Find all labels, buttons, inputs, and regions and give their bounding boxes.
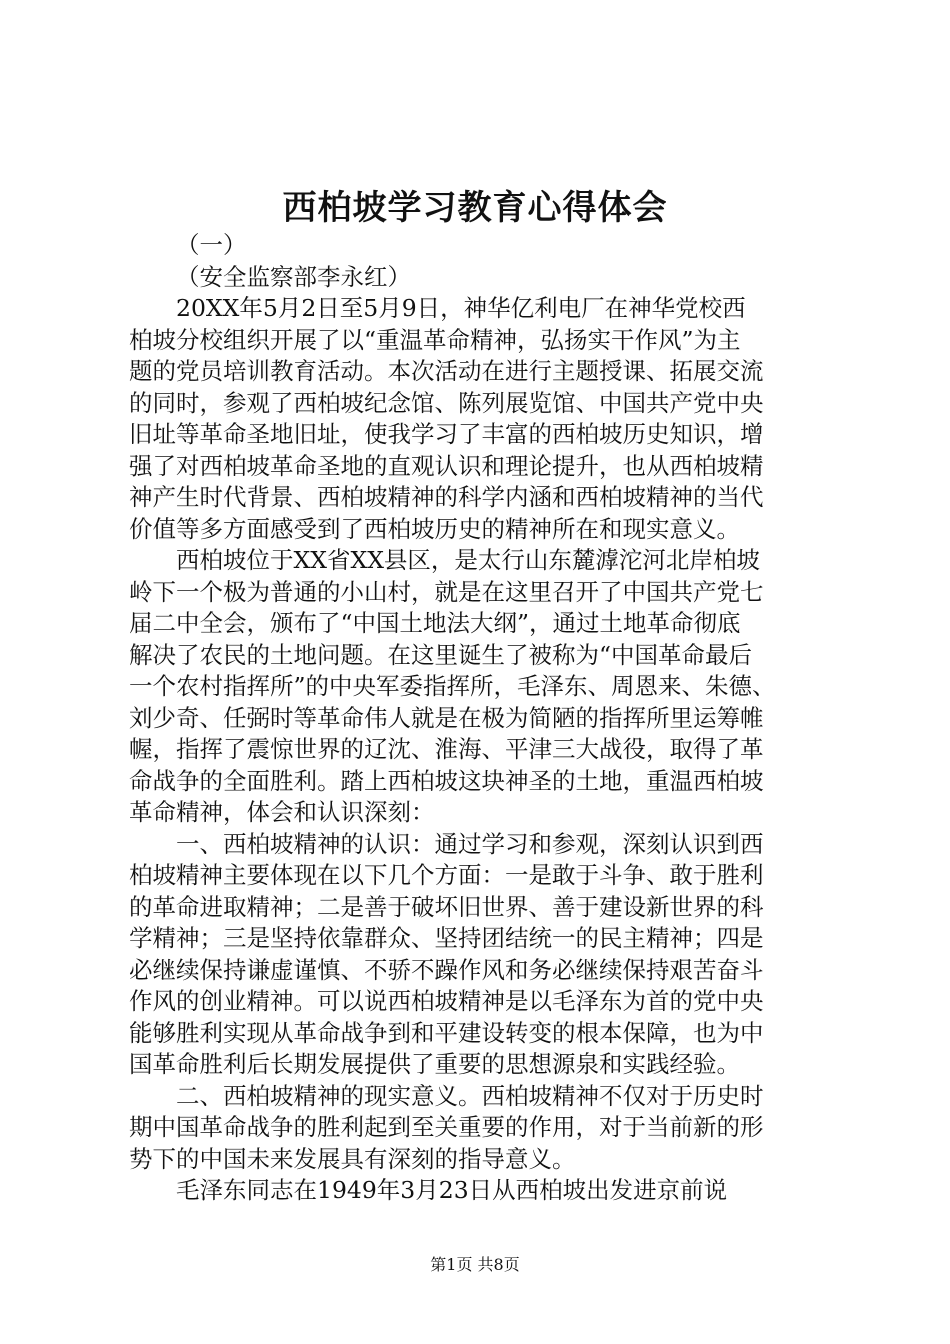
text-line: 能够胜利实现从革命战争到和平建设转变的根本保障，也为中 [129, 1018, 764, 1047]
text-line: 一、西柏坡精神的认识：通过学习和参观，深刻认识到西 [176, 829, 764, 858]
text-line: 一个农村指挥所”的中央军委指挥所，毛泽东、周恩来、朱德、 [129, 672, 776, 700]
text-line: 的革命进取精神；二是善于破坏旧世界、善于建设新世界的科 [129, 892, 764, 921]
document-body [129, 230, 829, 1207]
text-line: 柏坡分校组织开展了以“重温革命精神，弘扬实干作风”为主 [129, 325, 741, 354]
text-line: 命战争的全面胜利。踏上西柏坡这块神圣的土地，重温西柏坡 [129, 766, 764, 795]
text-line: 价值等多方面感受到了西柏坡历史的精神所在和现实意义。 [129, 514, 740, 543]
text-line: 届二中全会，颁布了“中国土地法大纲”，通过土地革命彻底 [129, 609, 741, 637]
text-line: 题的党员培训教育活动。本次活动在进行主题授课、拓展交流 [129, 357, 764, 385]
document-title: 西柏坡学习教育心得体会 [282, 188, 668, 228]
text-line: 20XX年5月2日至5月9日，神华亿利电厂在神华党校西 [176, 294, 746, 322]
text-line: 神产生时代背景、西柏坡精神的科学内涵和西柏坡精神的当代 [129, 483, 764, 511]
text-line: 幄，指挥了震惊世界的辽沈、淮海、平津三大战役，取得了革 [129, 735, 764, 763]
text-line: （安全监察部李永红） [176, 262, 411, 291]
text-line: 刘少奇、任弼时等革命伟人就是在极为简陋的指挥所里运筹帷 [129, 703, 764, 732]
text-line: 毛泽东同志在1949年3月23日从西柏坡出发进京前说 [176, 1176, 728, 1204]
text-line: 的同时，参观了西柏坡纪念馆、陈列展览馆、中国共产党中央 [129, 388, 764, 417]
text-line: 旧址等革命圣地旧址，使我学习了丰富的西柏坡历史知识，增 [129, 420, 764, 448]
text-line: 柏坡精神主要体现在以下几个方面：一是敢于斗争、敢于胜利 [129, 861, 764, 889]
text-line: 强了对西柏坡革命圣地的直观认识和理论提升，也从西柏坡精 [129, 451, 764, 480]
text-line: 期中国革命战争的胜利起到至关重要的作用，对于当前新的形 [129, 1113, 764, 1141]
text-line: 必继续保持谦虚谨慎、不骄不躁作风和务必继续保持艰苦奋斗 [129, 955, 764, 984]
text-line: 势下的中国未来发展具有深刻的指导意义。 [129, 1144, 576, 1173]
text-line: 二、西柏坡精神的现实意义。西柏坡精神不仅对于历史时 [176, 1081, 764, 1110]
text-line: 革命精神，体会和认识深刻： [129, 798, 435, 826]
text-line: 作风的创业精神。可以说西柏坡精神是以毛泽东为首的党中央 [129, 987, 764, 1015]
text-line: 解决了农民的土地问题。在这里诞生了被称为“中国革命最后 [129, 640, 753, 669]
text-line: （一） [176, 231, 247, 259]
text-line: 国革命胜利后长期发展提供了重要的思想源泉和实践经验。 [129, 1050, 740, 1078]
text-line: 岭下一个极为普通的小山村，就是在这里召开了中国共产党七 [129, 577, 764, 606]
page-footer: 第1页 共8页 [430, 1255, 520, 1274]
text-line: 西柏坡位于XX省XX县区，是太行山东麓滹沱河北岸柏坡 [176, 546, 760, 574]
text-line: 学精神；三是坚持依靠群众、坚持团结统一的民主精神；四是 [129, 924, 764, 952]
